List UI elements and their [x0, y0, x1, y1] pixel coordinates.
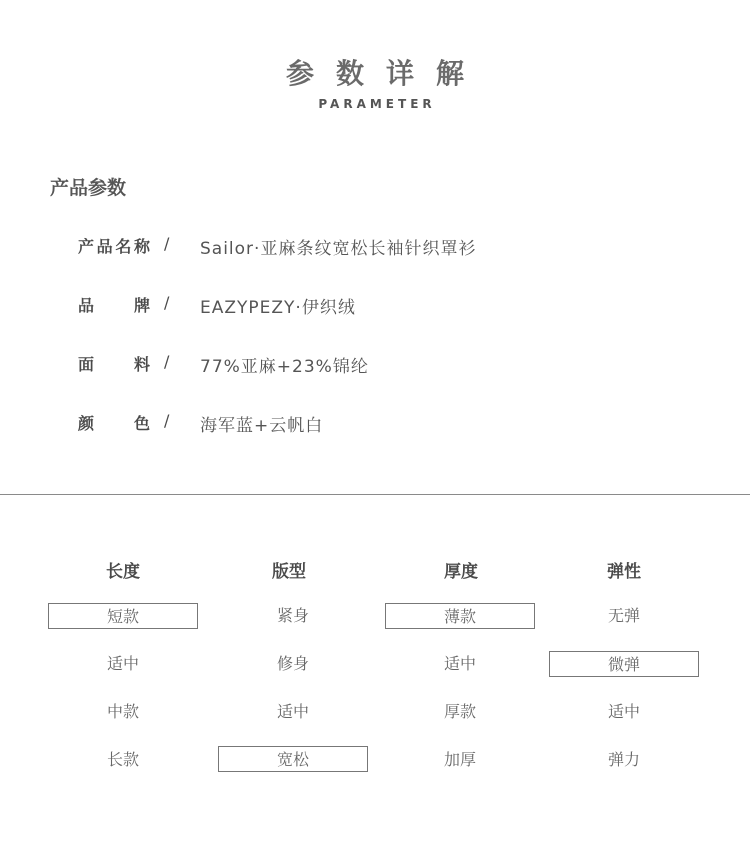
param-row-name [78, 234, 678, 258]
param-value: 海军蓝+云帆白 [200, 416, 324, 436]
attribute-option: 加厚 [443, 750, 476, 769]
param-label: 颜色 [78, 414, 150, 433]
param-label: 品牌 [78, 296, 150, 315]
attribute-option: 适中 [106, 654, 139, 673]
param-label: 面料 [78, 355, 150, 374]
param-row-color [78, 411, 678, 435]
attribute-option: 适中 [607, 702, 640, 721]
attribute-option: 无弹 [607, 606, 640, 625]
param-label: 产品名称 [78, 237, 150, 256]
section-title: 产品参数 [50, 177, 127, 199]
attribute-option: 厚款 [443, 702, 476, 721]
attribute-header-fit: 版型 [272, 562, 306, 582]
attribute-option: 修身 [276, 654, 309, 673]
attribute-header-thickness: 厚度 [444, 562, 478, 582]
attribute-option: 弹力 [607, 750, 640, 769]
page-subtitle: PARAMETER [318, 97, 436, 111]
attribute-option: 中款 [106, 702, 139, 721]
param-value: Sailor·亚麻条纹宽松长袖针织罩衫 [200, 239, 477, 259]
attribute-option: 长款 [106, 750, 139, 769]
attribute-option: 薄款 [385, 603, 535, 629]
attribute-option: 宽松 [218, 746, 368, 772]
page-title: 参数详解 [285, 57, 486, 90]
param-row-brand [78, 293, 678, 317]
param-separator: / [164, 293, 170, 312]
section-divider [0, 494, 750, 495]
param-value: 77%亚麻+23%锦纶 [200, 357, 369, 377]
attribute-option: 适中 [276, 702, 309, 721]
param-separator: / [164, 352, 170, 371]
param-row-fabric [78, 352, 678, 376]
attribute-option: 紧身 [276, 606, 309, 625]
attribute-header-elasticity: 弹性 [607, 562, 641, 582]
param-separator: / [164, 411, 170, 430]
attribute-option: 适中 [443, 654, 476, 673]
param-separator: / [164, 234, 170, 253]
attribute-option: 短款 [48, 603, 198, 629]
attribute-option: 微弹 [549, 651, 699, 677]
param-value: EAZYPEZY·伊织绒 [200, 298, 356, 318]
attribute-header-length: 长度 [106, 562, 140, 582]
